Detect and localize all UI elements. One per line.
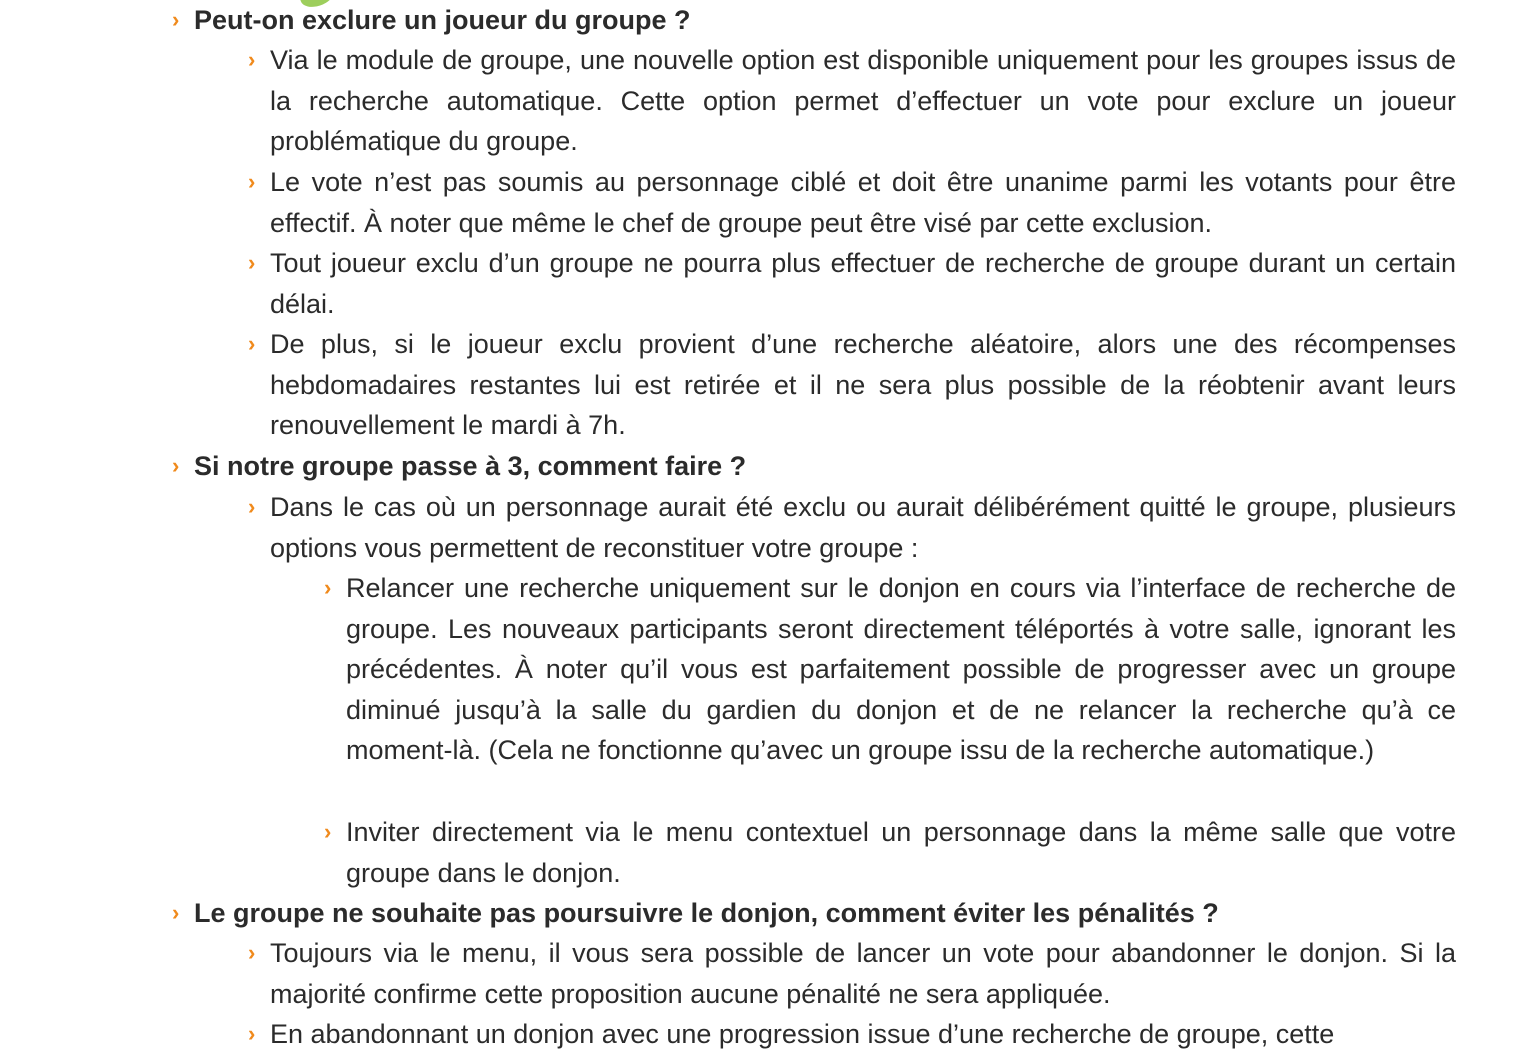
bullet-chevron-icon: › xyxy=(248,494,256,519)
bullet-chevron-icon: › xyxy=(248,1021,256,1046)
faq-question: › Si notre groupe passe à 3, comment faire ? xyxy=(194,446,1456,487)
bullet-chevron-icon: › xyxy=(248,250,256,275)
bullet-chevron-icon: › xyxy=(248,940,256,965)
faq-answer-item: › Le vote n’est pas soumis au personnage ciblé et doit être unanime parmi les votants pour être effectif. À noter que même le chef de groupe peut être visé par cette exclusion. xyxy=(270,162,1456,243)
bullet-chevron-icon: › xyxy=(172,453,180,478)
bullet-chevron-icon: › xyxy=(172,900,180,925)
faq-answer-item: › De plus, si le joueur exclu provient d’une recherche aléatoire, alors une des récompenses hebdomadaires restantes lui est retirée et il ne sera plus possible de la réobtenir avant leurs renouvellement le mardi à 7h. xyxy=(270,324,1456,446)
bullet-chevron-icon: › xyxy=(324,575,332,600)
bullet-chevron-icon: › xyxy=(172,7,180,32)
faq-sub-option: › Inviter directement via le menu contextuel un personnage dans la même salle que votre groupe dans le donjon. xyxy=(346,812,1456,893)
faq-answer-item: › Toujours via le menu, il vous sera possible de lancer un vote pour abandonner le donjon. Si la majorité confirme cette proposition aucune pénalité ne sera appliquée. xyxy=(270,933,1456,1014)
faq-answer-item: › En abandonnant un donjon avec une progression issue d’une recherche de groupe, cette xyxy=(270,1014,1456,1055)
faq-answer-item: › Tout joueur exclu d’un groupe ne pourra plus effectuer de recherche de groupe durant un certain délai. xyxy=(270,243,1456,324)
bullet-chevron-icon: › xyxy=(324,819,332,844)
bullet-chevron-icon: › xyxy=(248,47,256,72)
faq-sub-option: › Relancer une recherche uniquement sur le donjon en cours via l’interface de recherche de groupe. Les nouveaux participants seront directement téléportés à votre salle, ignorant les précédentes. À noter qu’il vous est parfaitement possible de progresser avec un groupe diminué jusqu’à la salle du gardien du donjon et de ne relancer la recherche qu’à ce moment-là. (Cela ne fonctionne qu’avec un groupe issu de la recherche automatique.) xyxy=(346,568,1456,771)
faq-answer-item: › Via le module de groupe, une nouvelle option est disponible uniquement pour les groupes issus de la recherche automatique. Cette option permet d’effectuer un vote pour exclure un joueur problématique du groupe. xyxy=(270,40,1456,162)
faq-answer-item: › Dans le cas où un personnage aurait été exclu ou aurait délibérément quitté le groupe, plusieurs options vous permettent de reconstituer votre groupe : xyxy=(270,487,1456,568)
bullet-chevron-icon: › xyxy=(248,331,256,356)
faq-question: › Le groupe ne souhaite pas poursuivre le donjon, comment éviter les pénalités ? xyxy=(194,893,1456,934)
bullet-chevron-icon: › xyxy=(248,169,256,194)
faq-question: › Peut-on exclure un joueur du groupe ? xyxy=(194,0,1456,41)
